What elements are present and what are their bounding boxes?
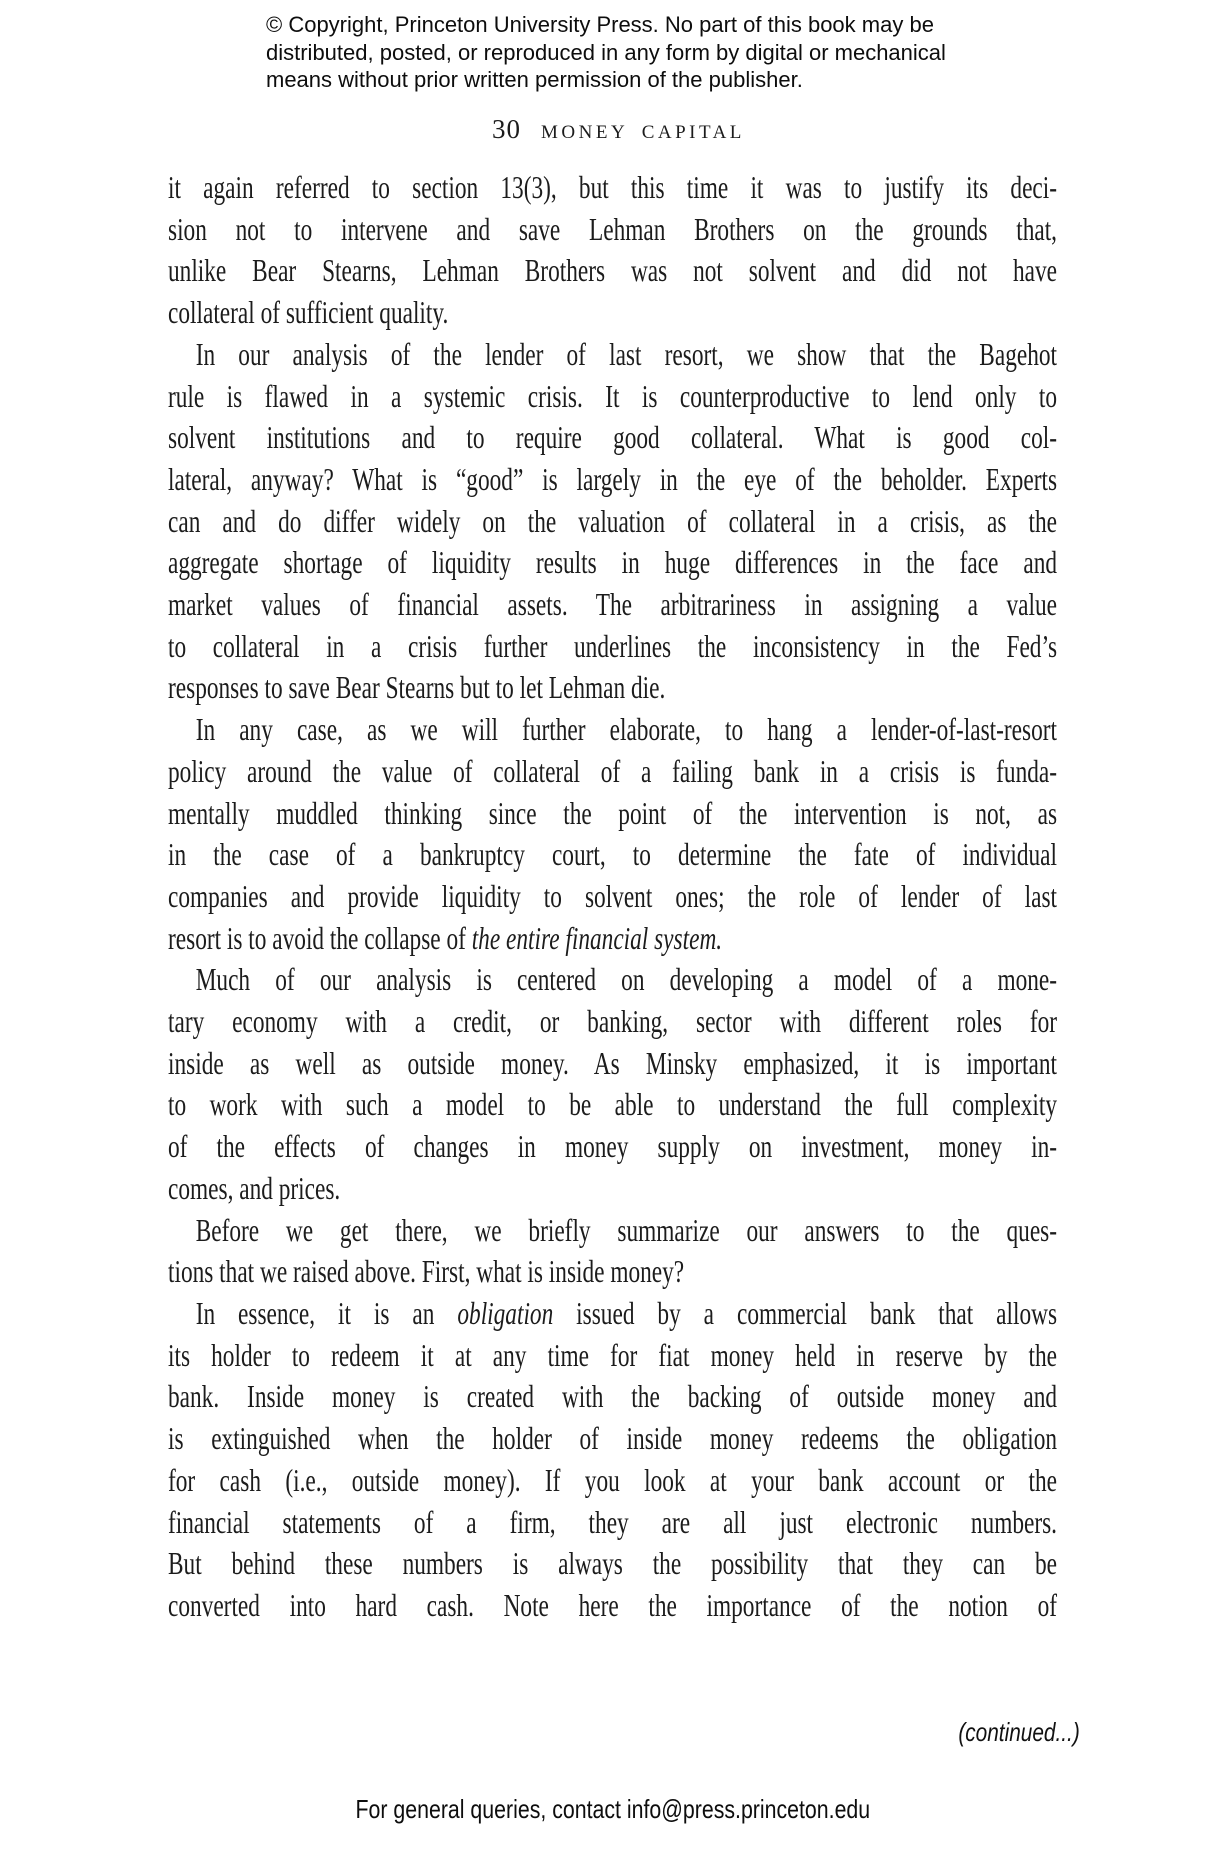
body-line: In essence, it is an obligation issued by a commercial bank that allows bbox=[195, 1294, 1058, 1331]
body-paragraph bbox=[168, 167, 1057, 334]
body-line: inside as well as outside money. As Minsky emphasized, it is important bbox=[168, 1044, 1058, 1081]
body-line: unlike Bear Stearns, Lehman Brothers was not solvent and did not have bbox=[168, 252, 1058, 289]
footer-contact bbox=[0, 1794, 1225, 1825]
body-line: Before we get there, we briefly summarize our answers to the ques- bbox=[195, 1211, 1058, 1248]
body-line: to collateral in a crisis further underlines the inconsistency in the Fed’s bbox=[168, 627, 1058, 664]
body-paragraph bbox=[168, 1293, 1057, 1627]
italic-text: obligation bbox=[457, 1294, 554, 1331]
body-line: lateral, anyway? What is “good” is largely in the eye of the beholder. Experts bbox=[168, 460, 1058, 497]
body-line: market values of financial assets. The arbitrariness in assigning a value bbox=[168, 586, 1058, 623]
book-title: MONEY CAPITAL bbox=[541, 122, 745, 143]
body-line: resort is to avoid the collapse of the entire financial system. bbox=[168, 919, 723, 956]
body-paragraph bbox=[168, 959, 1057, 1209]
body-line: collateral of sufficient quality. bbox=[168, 294, 449, 331]
body-line: of the effects of changes in money supply on investment, money in- bbox=[168, 1128, 1058, 1165]
body-text bbox=[168, 167, 1057, 1627]
copyright-line: © Copyright, Princeton University Press. No part of this book may be bbox=[266, 12, 934, 37]
italic-text: the entire financial system. bbox=[471, 919, 723, 956]
body-line: its holder to redeem it at any time for fiat money held in reserve by the bbox=[168, 1336, 1058, 1373]
running-header bbox=[492, 114, 745, 145]
body-line: tary economy with a credit, or banking, sector with different roles for bbox=[168, 1003, 1058, 1040]
body-line: Much of our analysis is centered on developing a model of a mone- bbox=[195, 961, 1058, 998]
body-line: In any case, as we will further elaborate, to hang a lender-of-last-resort bbox=[195, 711, 1058, 748]
copyright-line: distributed, posted, or reproduced in any form by digital or mechanical bbox=[266, 39, 946, 65]
body-paragraph bbox=[168, 334, 1057, 709]
body-line: policy around the value of collateral of a failing bank in a crisis is funda- bbox=[168, 752, 1058, 789]
body-line: But behind these numbers is always the possibility that they can be bbox=[168, 1545, 1058, 1582]
copyright-line: means without prior written permission of the publisher. bbox=[266, 67, 803, 92]
body-line: mentally muddled thinking since the point of the intervention is not, as bbox=[168, 794, 1058, 831]
footer-contact-text: For general queries, contact info@press.princeton.edu bbox=[355, 1794, 870, 1824]
body-line: tions that we raised above. First, what is inside money? bbox=[168, 1253, 685, 1290]
body-line: rule is flawed in a systemic crisis. It is counterproductive to lend only to bbox=[168, 377, 1058, 414]
body-paragraph bbox=[168, 709, 1057, 959]
body-line: is extinguished when the holder of inside money redeems the obligation bbox=[168, 1420, 1058, 1457]
body-line: solvent institutions and to require good collateral. What is good col- bbox=[168, 419, 1058, 456]
body-line: sion not to intervene and save Lehman Brothers on the grounds that, bbox=[168, 210, 1058, 247]
copyright-notice bbox=[266, 11, 946, 94]
continued-note bbox=[928, 1717, 1080, 1748]
body-line: aggregate shortage of liquidity results in huge differences in the face and bbox=[168, 544, 1058, 581]
body-paragraph bbox=[168, 1210, 1057, 1293]
body-line: companies and provide liquidity to solvent ones; the role of lender of last bbox=[168, 877, 1058, 914]
body-line: bank. Inside money is created with the backing of outside money and bbox=[168, 1378, 1058, 1415]
body-line: in the case of a bankruptcy court, to determine the fate of individual bbox=[168, 836, 1058, 873]
body-line: can and do differ widely on the valuation of collateral in a crisis, as the bbox=[168, 502, 1058, 539]
body-line: it again referred to section 13(3), but this time it was to justify its deci- bbox=[168, 169, 1058, 205]
page-number: 30 bbox=[492, 114, 521, 144]
continued-note-text: (continued...) bbox=[958, 1717, 1080, 1747]
body-line: responses to save Bear Stearns but to let Lehman die. bbox=[168, 669, 666, 706]
body-line: converted into hard cash. Note here the importance of the notion of bbox=[168, 1586, 1058, 1623]
body-line: financial statements of a firm, they are all just electronic numbers. bbox=[168, 1503, 1058, 1540]
body-line: for cash (i.e., outside money). If you look at your bank account or the bbox=[168, 1461, 1058, 1498]
body-line: comes, and prices. bbox=[168, 1169, 341, 1206]
body-line: to work with such a model to be able to understand the full complexity bbox=[168, 1086, 1058, 1123]
body-line: In our analysis of the lender of last resort, we show that the Bagehot bbox=[195, 335, 1058, 372]
